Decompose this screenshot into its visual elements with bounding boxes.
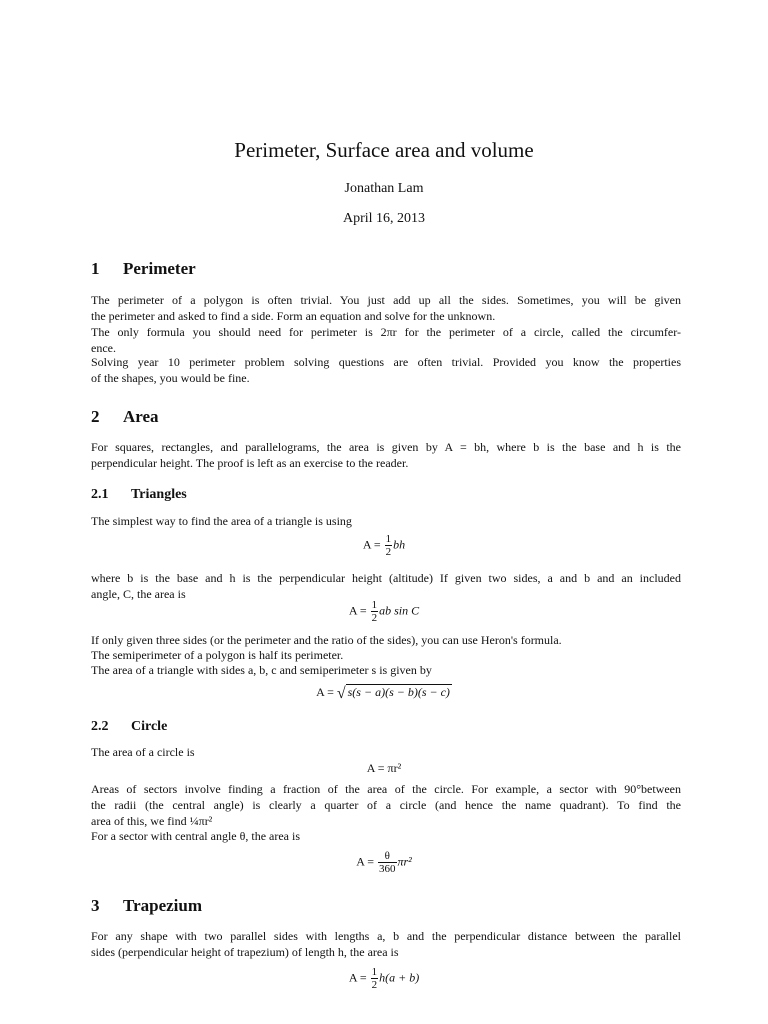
section-number: 3 [91,896,100,915]
paragraph-line: ence. [91,341,116,355]
equation-rhs: h(a + b) [379,970,420,985]
section-title: Trapezium [123,896,203,915]
section-heading-perimeter [91,259,196,279]
numerator: 1 [385,533,392,545]
equation-trapezium-area [0,966,768,991]
section-heading-area [91,407,159,427]
paragraph-line: The only formula you should need for perimeter is 2πr for the perimeter of a circle, called the circumfer- [91,325,681,339]
subsection-heading-triangles [91,487,187,503]
subsection-heading-circle [91,719,167,735]
subsection-number: 2.2 [91,719,109,734]
numerator: 1 [371,599,378,611]
paragraph-line: sides (perpendicular height of trapezium) of length h, the area is [91,945,399,959]
author: Jonathan Lam [344,181,424,196]
radicand: s(s − a)(s − b)(s − c) [347,685,450,699]
equation-lhs: A = [348,603,367,618]
equation-lhs: A = [362,537,381,552]
date: April 16, 2013 [342,211,426,226]
paragraph-line: angle, C, the area is [91,587,186,601]
fraction [371,966,379,991]
paragraph-line: perpendicular height. The proof is left as an exercise to the reader. [91,456,409,470]
equation-herons-formula [0,684,768,703]
equation-triangle-area [0,533,768,558]
paragraph-line: For a sector with central angle θ, the area is [91,829,300,843]
equation-lhs: A = [356,854,374,869]
subsection-number: 2.1 [91,487,109,502]
section-number: 2 [91,407,100,426]
paragraph-line: area of this, we find ¼πr² [91,814,213,828]
denominator: 2 [371,979,378,991]
numerator: 1 [371,966,378,978]
paragraph-line: the radii (the central angle) is clearly a quarter of a circle (and hence the name quadrant). To find the [91,798,681,812]
section-title: Perimeter [123,259,196,278]
numerator: θ [378,850,397,863]
paragraph-line: of the shapes, you would be fine. [91,371,250,385]
paragraph-line: Areas of sectors involve finding a fraction of the area of the circle. For example, a sector with 90°between [91,782,681,796]
section-number: 1 [91,259,100,278]
subsection-title: Triangles [131,487,187,502]
denominator: 2 [371,612,378,624]
equation-sector-area [0,850,768,875]
paragraph-line: For any shape with two parallel sides with lengths a, b and the perpendicular distance between the parallel [91,929,681,943]
paragraph-line: The simplest way to find the area of a triangle is using [91,514,352,528]
fraction [385,533,393,558]
paragraph-line: For squares, rectangles, and parallelograms, the area is given by A = bh, where b is the base and h is the [91,440,681,454]
denominator: 360 [379,863,396,875]
subsection-title: Circle [131,719,168,734]
paragraph-line: The semiperimeter of a polygon is half its perimeter. [91,648,344,662]
equation-rhs: bh [393,537,406,552]
fraction [371,599,379,624]
section-heading-trapezium [91,896,202,916]
equation-sas-area [0,599,768,624]
paragraph-line: where b is the base and h is the perpendicular height (altitude) If given two sides, a and b and an included [91,571,681,585]
paragraph-line: The perimeter of a polygon is often trivial. You just add up all the sides. Sometimes, you will be given [91,293,681,307]
page-title: Perimeter, Surface area and volume [234,138,534,162]
equation-circle-area: A = πr² [366,761,402,775]
equation-rhs: ab sin C [379,603,420,618]
fraction [378,850,397,875]
paragraph-line: The area of a circle is [91,745,195,759]
paragraph-line: Solving year 10 perimeter problem solving questions are often trivial. Provided you know the properties [91,355,681,369]
paragraph-line: If only given three sides (or the perimeter and the ratio of the sides), you can use Heron's formula. [91,633,562,647]
section-title: Area [123,407,159,426]
equation-rhs: πr² [397,854,412,869]
equation-lhs: A = [316,685,334,699]
paragraph-line: the perimeter and asked to find a side. Form an equation and solve for the unknown. [91,309,496,323]
equation-lhs: A = [348,970,367,985]
denominator: 2 [385,546,392,558]
paragraph-line: The area of a triangle with sides a, b, c and semiperimeter s is given by [91,663,432,677]
sqrt-icon: √ [336,685,346,702]
